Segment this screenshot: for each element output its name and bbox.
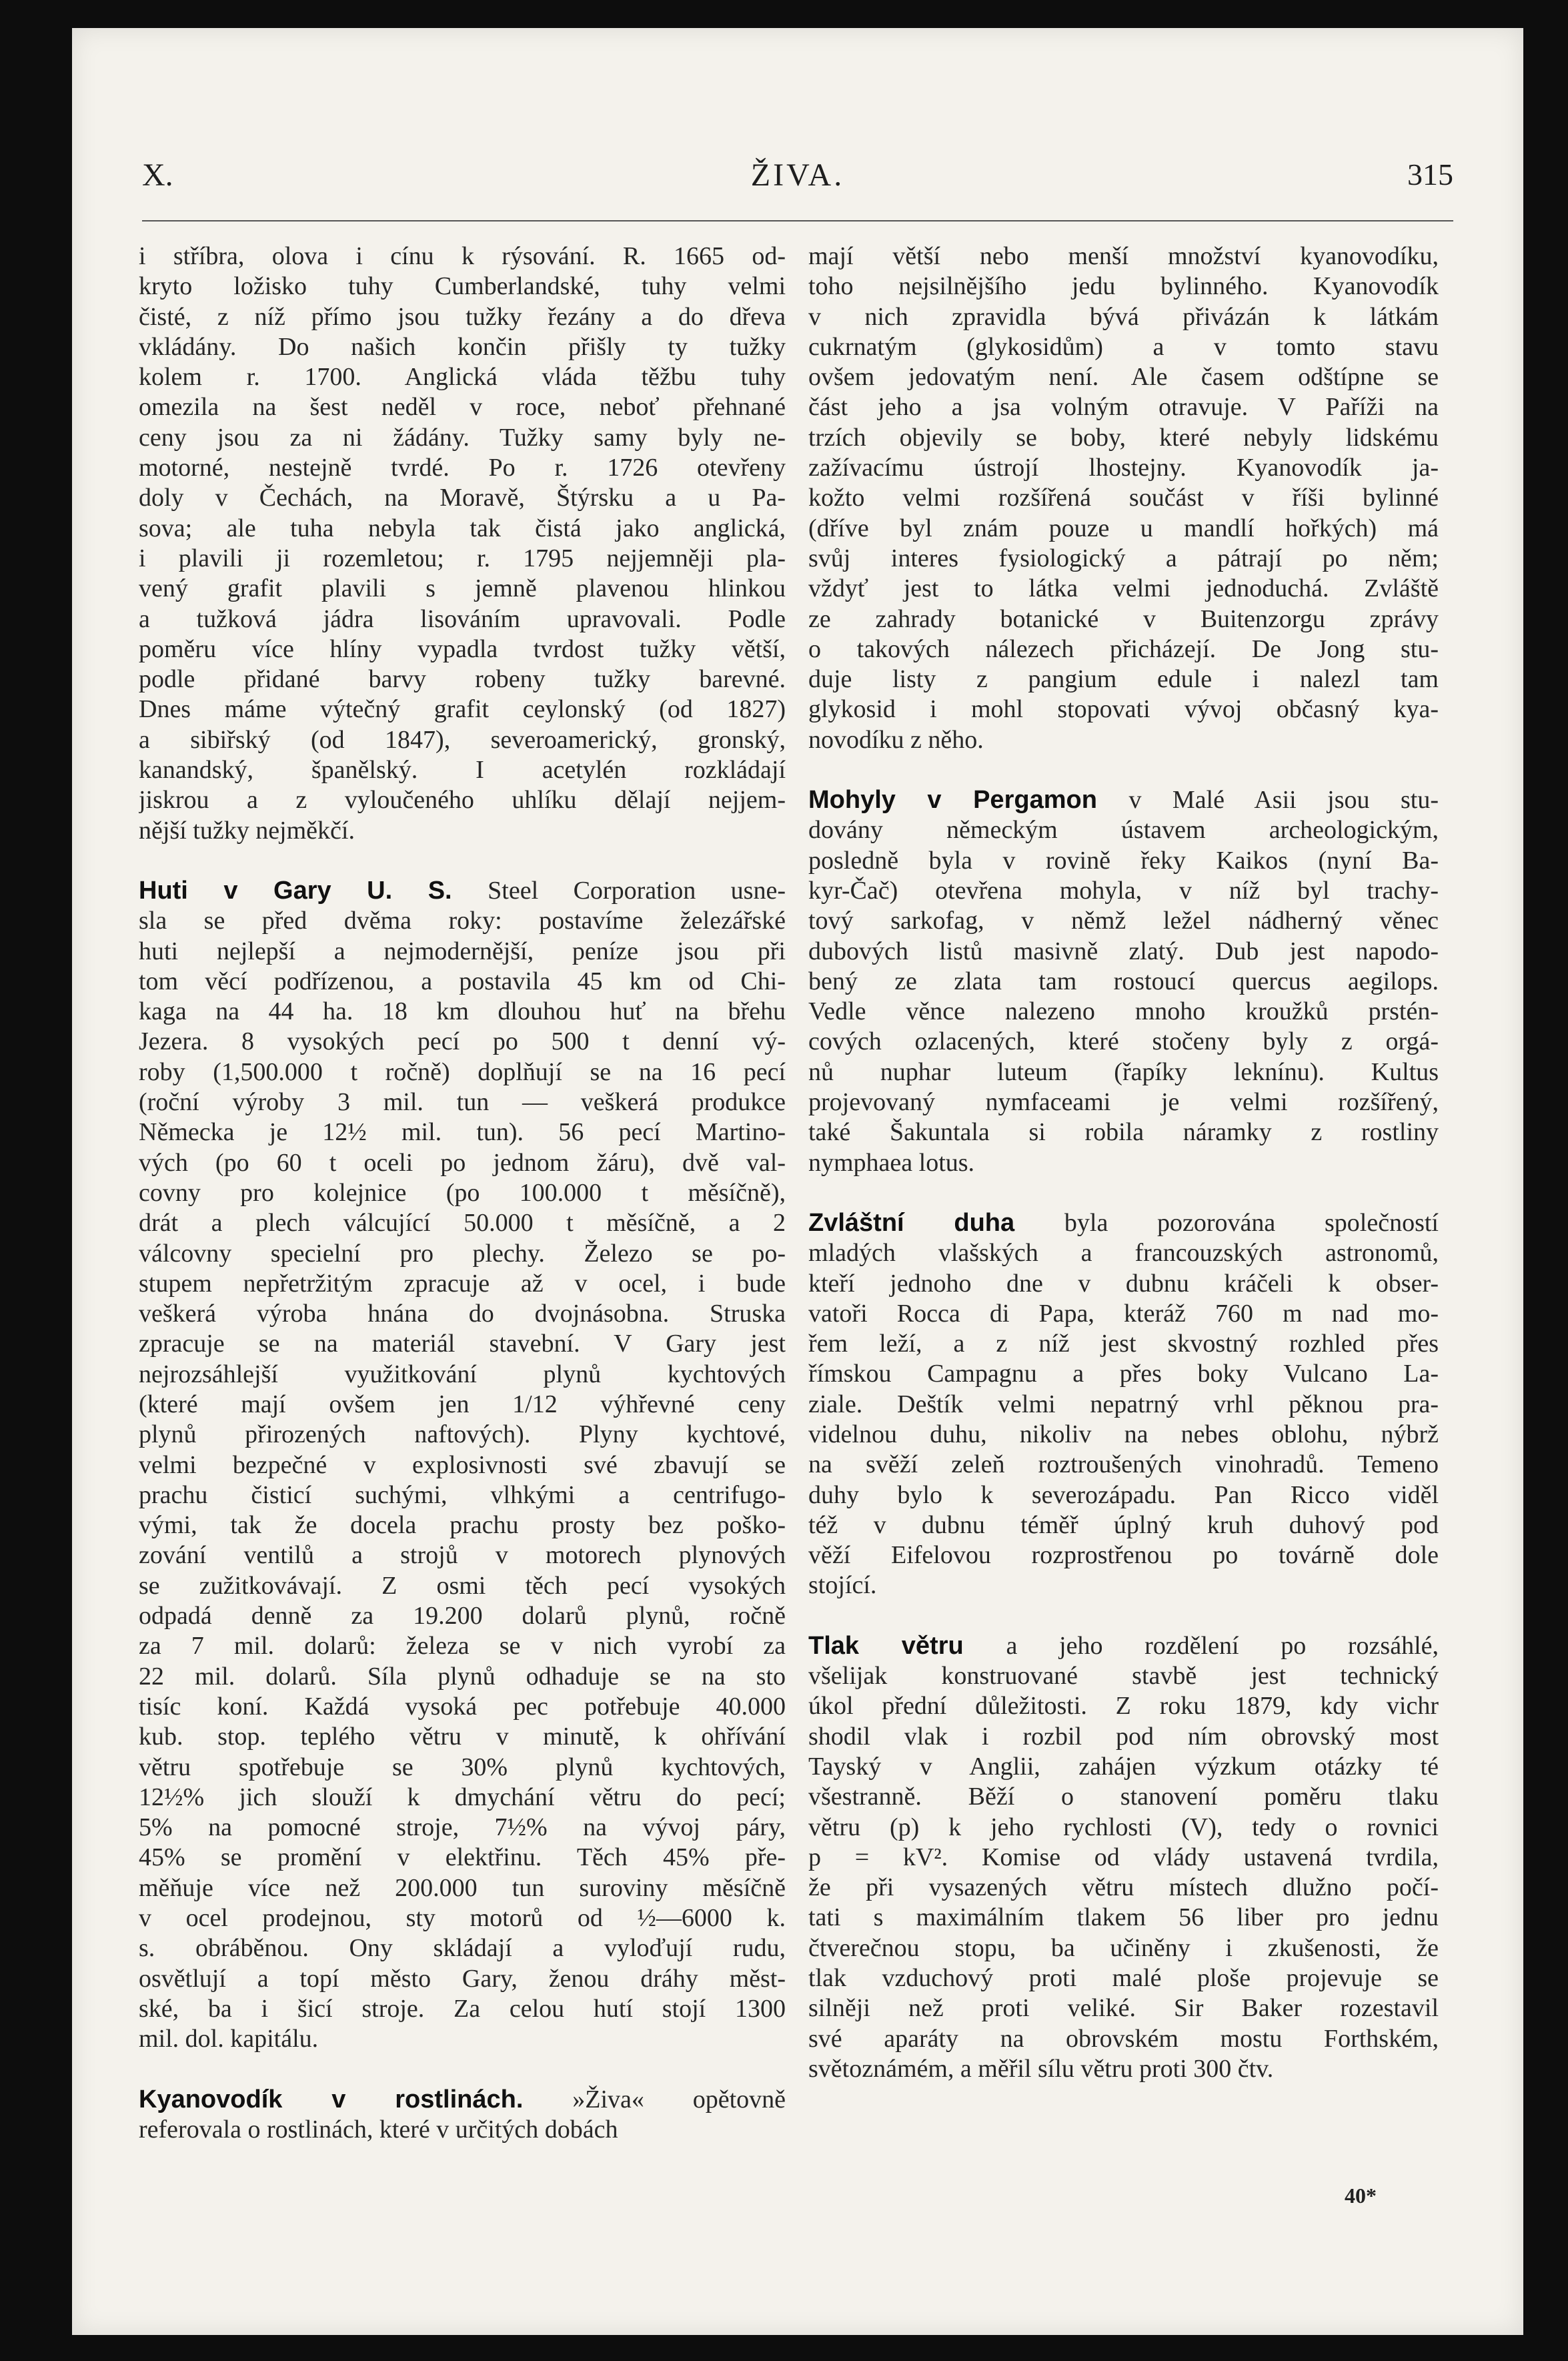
duha-article-line	[808, 1208, 1439, 1238]
mohyly-article-line	[808, 1087, 1439, 1117]
gary-article-line	[139, 1540, 786, 1570]
tlak-article-text: úkol přední důležitosti. Z roku 1879, kdy vichr	[808, 1692, 1439, 1721]
kyanovodik-continued-line	[808, 664, 1439, 694]
gary-article-line	[139, 937, 786, 967]
paragraph-gap	[808, 1601, 1439, 1631]
kyanovodik-continued-line	[808, 362, 1439, 392]
pencil-article-line	[139, 242, 786, 272]
mohyly-article-text: Vedle věnce nalezeno mnoho kroužků prstén-	[808, 997, 1439, 1026]
gary-article-text: drát a plech válcující 50.000 t měsíčně, a 2	[139, 1209, 786, 1238]
duha-article-line	[808, 1390, 1439, 1420]
duha-article-text: duhy bylo k severozápadu. Pan Ricco viděl	[808, 1480, 1439, 1509]
tlak-article-line	[808, 1993, 1439, 2023]
kyanovodik-article-line	[139, 2115, 786, 2145]
pencil-article-text: Dnes máme výtečný grafit ceylonský (od 1827)	[139, 695, 786, 724]
pencil-article-line	[139, 634, 786, 664]
mohyly-article-line	[808, 815, 1439, 845]
duha-article-line	[808, 1238, 1439, 1268]
tlak-article-line	[808, 1661, 1439, 1691]
kyanovodik-continued-line	[808, 634, 1439, 664]
duha-article-text: římskou Campagnu a přes boky Vulcano La-	[808, 1360, 1439, 1388]
gary-article-line	[139, 1329, 786, 1359]
kyanovodik-continued-text: zažívacímu ústrojí lhostejny. Kyanovodík ja-	[808, 454, 1439, 482]
kyanovodik-continued-line	[808, 694, 1439, 725]
duha-article-line	[808, 1329, 1439, 1359]
duha-article-line	[808, 1269, 1439, 1299]
mohyly-article-line	[808, 846, 1439, 876]
gary-article-line	[139, 1873, 786, 1903]
mohyly-article-text: kyr-Čač) otevřena mohyla, v níž byl trachy-	[808, 876, 1439, 905]
gary-article-line	[139, 1178, 786, 1208]
kyanovodik-continued-line	[808, 242, 1439, 272]
pencil-article-text: poměru více hlíny vypadla tvrdost tužky větší,	[139, 634, 786, 663]
duha-article-text: kteří jednoho dne v dubnu kráčeli k obser-	[808, 1269, 1439, 1298]
kyanovodik-continued-line	[808, 574, 1439, 604]
mohyly-article-line	[808, 1027, 1439, 1057]
gary-article-text: Jezera. 8 vysokých pecí po 500 t denní vý-	[139, 1027, 786, 1056]
pencil-article-line	[139, 816, 786, 846]
kyanovodik-continued-text: toho nejsilnějšího jedu bylinného. Kyanovodík	[808, 272, 1439, 301]
pencil-article-text: kolem r. 1700. Anglická vláda těžbu tuhy	[139, 363, 786, 392]
gary-article-line	[139, 1753, 786, 1783]
kyanovodik-continued-line	[808, 423, 1439, 453]
gary-article-line	[139, 1057, 786, 1087]
gary-article-line	[139, 1510, 786, 1540]
gary-article-line	[139, 1631, 786, 1661]
paragraph-gap	[139, 846, 786, 876]
duha-article-line	[808, 1510, 1439, 1540]
tlak-article-text: čtverečnou stopu, ba učiněny i zkušenosti, že	[808, 1933, 1439, 1962]
duha-article-text: mladých vlašských a francouzských astronomů,	[808, 1239, 1439, 1268]
pencil-article-line	[139, 514, 786, 544]
gary-article-text: mil. dol. kapitálu.	[139, 2025, 319, 2053]
mohyly-article-line	[808, 1148, 1439, 1178]
left-column	[139, 242, 786, 2145]
kyanovodik-continued-line	[808, 483, 1439, 513]
pencil-article-line	[139, 694, 786, 725]
tlak-article-line	[808, 1722, 1439, 1752]
gary-article-text: (které mají ovšem jen 1/12 výhřevné ceny	[139, 1390, 786, 1418]
kyanovodik-continued-text: mají větší nebo menší množství kyanovodíku,	[808, 242, 1439, 270]
tlak-article-line	[808, 1813, 1439, 1843]
mohyly-article-heading: Mohyly v Pergamon	[808, 786, 1129, 815]
pencil-article-line	[139, 453, 786, 483]
tlak-article-text: shodil vlak i rozbil pod ním obrovský most	[808, 1722, 1439, 1751]
gary-article-line	[139, 2024, 786, 2054]
kyanovodik-article-text: referovala o rostlinách, které v určitých dobách	[139, 2115, 618, 2144]
duha-article-line	[808, 1299, 1439, 1329]
mohyly-article-text: dubových listů masivně zlatý. Dub jest napodo-	[808, 937, 1439, 965]
tlak-article-line	[808, 2054, 1439, 2084]
duha-article-text: řem leží, a z níž jest skvostný rozhled přes	[808, 1330, 1439, 1358]
mohyly-article-line	[808, 1057, 1439, 1087]
gary-article-line	[139, 1239, 786, 1269]
kyanovodik-continued-line	[808, 302, 1439, 332]
kyanovodik-article-heading: Kyanovodík v rostlinách.	[139, 2085, 573, 2113]
volume-number: X.	[142, 157, 173, 193]
gary-article-text: Německa je 12½ mil. tun). 56 pecí Martino-	[139, 1118, 786, 1147]
duha-article-text: videlnou duhu, nikoliv na nebes oblohu, nýbrž	[808, 1420, 1439, 1448]
gary-article-text: 12½% jich slouží k dmychání větru do pecí;	[139, 1783, 786, 1811]
mohyly-article-line	[808, 937, 1439, 967]
pencil-article-text: a tužková jádra lisováním upravovali. Podle	[139, 604, 786, 633]
gary-article-text: zování ventilů a strojů v motorech plynových	[139, 1541, 786, 1570]
tlak-article-line	[808, 1963, 1439, 1993]
duha-article-line	[808, 1359, 1439, 1389]
gary-article-text: stupem nepřetržitým zpracuje až v ocel, i bude	[139, 1269, 786, 1298]
kyanovodik-continued-line	[808, 272, 1439, 302]
gary-article-text: kub. stop. teplého větru v minutě, k ohřívání	[139, 1723, 786, 1751]
tlak-article-line	[808, 2024, 1439, 2054]
gary-article-line	[139, 906, 786, 936]
mohyly-article-text: v Malé Asii jsou stu-	[1128, 786, 1439, 815]
pencil-article-text: i plavili ji rozemletou; r. 1795 nejjemněji pla-	[139, 544, 786, 572]
running-header	[142, 157, 1453, 197]
gary-article-line	[139, 1783, 786, 1813]
mohyly-article-text: projevovaný nymfaceami je velmi rozšířený,	[808, 1088, 1439, 1117]
pencil-article-text: sova; ale tuha nebyla tak čistá jako anglická,	[139, 514, 786, 542]
duha-article-text: věží Eifelovou rozprostřenou po továrně dole	[808, 1541, 1439, 1570]
gary-article-line	[139, 1148, 786, 1178]
kyanovodik-continued-text: svůj interes fysiologický a pátrají po něm;	[808, 544, 1439, 572]
pencil-article-text: vený grafit plavili s jemně plavenou hlinkou	[139, 574, 786, 603]
gary-article-line	[139, 1813, 786, 1843]
gary-article-text: zpracuje se na materiál stavební. V Gary jest	[139, 1330, 786, 1358]
pencil-article-text: nější tužky nejměkčí.	[139, 816, 355, 845]
gary-article-text: prachu čisticí suchými, vlhkými a centrifugo-	[139, 1480, 786, 1509]
gary-article-line	[139, 876, 786, 906]
pencil-article-line	[139, 664, 786, 694]
gary-article-text: ské, ba i šicí stroje. Za celou hutí stojí 1300	[139, 1994, 786, 2023]
kyanovodik-continued-text: novodíku z něho.	[808, 725, 984, 754]
pencil-article-line	[139, 785, 786, 815]
pencil-article-text: podle přidané barvy robeny tužky barevné.	[139, 665, 786, 694]
gary-article-text: vých (po 60 t oceli po jednom žáru), dvě val-	[139, 1148, 786, 1177]
gary-article-text: Steel Corporation usne-	[488, 876, 786, 905]
tlak-article-text: a jeho rozdělení po rozsáhlé,	[1006, 1631, 1439, 1660]
kyanovodik-continued-text: o takových nálezech přicházejí. De Jong stu-	[808, 634, 1439, 663]
pencil-article-text: motorné, nestejně tvrdé. Po r. 1726 otevřeny	[139, 454, 786, 482]
pencil-article-line	[139, 332, 786, 362]
gary-article-line	[139, 1722, 786, 1752]
mohyly-article-text: posledně byla v rovině řeky Kaikos (nyní Ba-	[808, 846, 1439, 875]
kyanovodik-continued-line	[808, 392, 1439, 422]
kyanovodik-continued-line	[808, 453, 1439, 483]
tlak-article-line	[808, 1691, 1439, 1721]
tlak-article-text: že při vysazených větru místech dlužno počí-	[808, 1873, 1439, 1902]
kyanovodik-continued-text: ze zahrady botanické v Buitenzorgu zprávy	[808, 604, 1439, 633]
pencil-article-line	[139, 725, 786, 755]
pencil-article-line	[139, 392, 786, 422]
tlak-article-text: větru (p) k jeho rychlosti (V), tedy o rovnici	[808, 1813, 1439, 1841]
mohyly-article-text: také Šakuntala si robila náramky z rostliny	[808, 1118, 1439, 1147]
gary-article-text: větru spotřebuje se 30% plynů kychtových,	[139, 1753, 786, 1781]
pencil-article-text: kanandský, španělský. I acetylén rozkládají	[139, 756, 786, 785]
gary-article-text: měňuje více než 200.000 tun suroviny měsíčně	[139, 1873, 786, 1902]
gary-article-line	[139, 1027, 786, 1057]
pencil-article-line	[139, 302, 786, 332]
duha-article-line	[808, 1570, 1439, 1600]
kyanovodik-continued-text: v nich zpravidla bývá přivázán k látkám	[808, 302, 1439, 331]
gary-article-line	[139, 967, 786, 997]
mohyly-article-text: nů nuphar luteum (řapíky leknínu). Kultus	[808, 1057, 1439, 1086]
pencil-article-text: ceny jsou za ni žádány. Tužky samy byly ne-	[139, 423, 786, 452]
pencil-article-text: jiskrou a z vyloučeného uhlíku dělají nejjem-	[139, 786, 786, 815]
gary-article-text: se zužitkovávají. Z osmi těch pecí vysokých	[139, 1571, 786, 1600]
gary-article-text: covny pro kolejnice (po 100.000 t měsíčně),	[139, 1178, 786, 1207]
pencil-article-text: vkládány. Do našich končin přišly ty tužky	[139, 332, 786, 361]
pencil-article-line	[139, 755, 786, 785]
gary-article-line	[139, 1450, 786, 1480]
pencil-article-line	[139, 544, 786, 574]
kyanovodik-continued-line	[808, 604, 1439, 634]
pencil-article-text: kryto ložisko tuhy Cumberlandské, tuhy velmi	[139, 272, 786, 301]
mohyly-article-text: nymphaea lotus.	[808, 1148, 975, 1177]
mohyly-article-line	[808, 876, 1439, 906]
tlak-article-text: Tayský v Anglii, zahájen výzkum otázky té	[808, 1752, 1439, 1781]
paragraph-gap	[139, 2055, 786, 2085]
gary-article-line	[139, 1601, 786, 1631]
gary-article-text: sla se před dvěma roky: postavíme železářské	[139, 907, 786, 935]
gary-article-text: velmi bezpečné v explosivnosti své zbavují se	[139, 1450, 786, 1479]
pencil-article-line	[139, 483, 786, 513]
header-rule	[142, 220, 1453, 221]
kyanovodik-article-line	[139, 2085, 786, 2115]
kyanovodik-continued-line	[808, 332, 1439, 362]
duha-article-line	[808, 1420, 1439, 1450]
gary-article-line	[139, 1662, 786, 1692]
mohyly-article-text: dovány německým ústavem archeologickým,	[808, 816, 1439, 845]
tlak-article-heading: Tlak větru	[808, 1631, 1006, 1660]
gary-article-text: vými, tak že docela prachu prosty bez poško-	[139, 1511, 786, 1540]
mohyly-article-line	[808, 1117, 1439, 1147]
gary-article-line	[139, 1994, 786, 2024]
pencil-article-text: a sibiřský (od 1847), severoamerický, gronský,	[139, 725, 786, 754]
gary-article-line	[139, 1964, 786, 1994]
gary-article-text: odpadá denně za 19.200 dolarů plynů, ročně	[139, 1602, 786, 1630]
pencil-article-line	[139, 604, 786, 634]
mohyly-article-text: tový sarkofag, v němž ležel nádherný věnec	[808, 907, 1439, 935]
gary-article-line	[139, 1903, 786, 1933]
gary-article-line	[139, 1299, 786, 1329]
gary-article-text: osvětlují a topí město Gary, ženou dráhy měst-	[139, 1964, 786, 1993]
duha-article-text: ziale. Deštík velmi nepatrný vrhl pěknou pra-	[808, 1390, 1439, 1418]
kyanovodik-continued-text: ovšem jedovatým není. Ale časem odštípne se	[808, 363, 1439, 392]
pencil-article-text: čisté, z níž přímo jsou tužky řezány a do dřeva	[139, 302, 786, 331]
gary-article-text: 22 mil. dolarů. Síla plynů odhaduje se na sto	[139, 1662, 786, 1691]
journal-page	[72, 28, 1523, 2335]
tlak-article-text: světoznámém, a měřil sílu větru proti 300 čtv.	[808, 2054, 1274, 2083]
pencil-article-text: i stříbra, olova i cínu k rýsování. R. 1665 od-	[139, 242, 786, 270]
kyanovodik-continued-text: trzích objevily se boby, které nebyly lidskému	[808, 423, 1439, 452]
gary-article-line	[139, 1087, 786, 1117]
tlak-article-line	[808, 1873, 1439, 1903]
kyanovodik-continued-text: glykosid i mohl stopovati vývoj občasný kya-	[808, 695, 1439, 724]
gary-article-line	[139, 1420, 786, 1450]
kyanovodik-continued-text: duje listy z pangium edule i nalezl tam	[808, 665, 1439, 694]
mohyly-article-line	[808, 906, 1439, 936]
right-column	[808, 242, 1439, 2084]
tlak-article-line	[808, 1782, 1439, 1812]
gary-article-text: s. obráběnou. Ony skládají a vyloďují rudu,	[139, 1934, 786, 1963]
tlak-article-text: všelijak konstruované stavbě jest technický	[808, 1662, 1439, 1691]
gary-article-line	[139, 1692, 786, 1722]
kyanovodik-continued-text: cukrnatým (glykosidům) a v tomto stavu	[808, 332, 1439, 361]
tlak-article-text: své aparáty na obrovském mostu Forthském,	[808, 2024, 1439, 2053]
mohyly-article-line	[808, 997, 1439, 1027]
kyanovodik-continued-text: kožto velmi rozšířená součást v říši bylinné	[808, 484, 1439, 512]
journal-title: ŽIVA.	[750, 157, 845, 193]
kyanovodik-continued-line	[808, 725, 1439, 755]
gary-article-text: válcovny specielní pro plechy. Železo se po-	[139, 1239, 786, 1268]
gary-article-text: tisíc koní. Každá vysoká pec potřebuje 40.000	[139, 1692, 786, 1721]
kyanovodik-continued-text: část jeho a jsa volným otravuje. V Paříži na	[808, 393, 1439, 422]
tlak-article-line	[808, 1752, 1439, 1782]
gary-article-text: nejrozsáhlejší využitkování plynů kychtových	[139, 1360, 786, 1388]
pencil-article-text: omezila na šest neděl v roce, neboť přehnané	[139, 393, 786, 422]
page-number: 315	[1407, 157, 1453, 191]
gary-article-text: tom věcí podřízenou, a postavila 45 km od Chi-	[139, 967, 786, 995]
gary-article-text: veškerá výroba hnána do dvojnásobna. Struska	[139, 1300, 786, 1328]
gary-article-line	[139, 1843, 786, 1873]
gary-article-line	[139, 1571, 786, 1601]
tlak-article-text: tlak vzduchový proti malé ploše projevuje se	[808, 1964, 1439, 1993]
paragraph-gap	[808, 755, 1439, 785]
duha-article-line	[808, 1480, 1439, 1510]
tlak-article-text: p = kV². Komise od vlády ustavená tvrdila,	[808, 1843, 1439, 1871]
duha-article-text: též v dubnu téměř úplný kruh duhový pod	[808, 1510, 1439, 1539]
gary-article-line	[139, 1390, 786, 1420]
gary-article-text: za 7 mil. dolarů: železa se v nich vyrobí za	[139, 1632, 786, 1661]
duha-article-text: stojící.	[808, 1571, 877, 1600]
pencil-article-text: doly v Čechách, na Moravě, Štýrsku a u Pa-	[139, 484, 786, 512]
mohyly-article-line	[808, 785, 1439, 815]
gary-article-line	[139, 1269, 786, 1299]
kyanovodik-article-text: »Živa« opětovně	[572, 2085, 786, 2113]
gary-article-heading: Huti v Gary U. S.	[139, 876, 488, 905]
gary-article-text: kaga na 44 ha. 18 km dlouhou huť na břehu	[139, 997, 786, 1026]
gary-article-text: v ocel prodejnou, sty motorů od ½—6000 k.	[139, 1904, 786, 1933]
gary-article-line	[139, 997, 786, 1027]
mohyly-article-text: cových ozlacených, které stočeny byly z orgá-	[808, 1027, 1439, 1056]
tlak-article-text: všestranně. Běží o stanovení poměru tlaku	[808, 1783, 1439, 1811]
mohyly-article-line	[808, 967, 1439, 997]
gary-article-text: roby (1,500.000 t ročně) doplňují se na 16 pecí	[139, 1057, 786, 1086]
kyanovodik-continued-line	[808, 514, 1439, 544]
gary-article-text: 5% na pomocné stroje, 7½% na vývoj páry,	[139, 1813, 786, 1842]
gary-article-text: huti nejlepší a nejmodernější, peníze jsou při	[139, 937, 786, 965]
kyanovodik-continued-text: vždyť jest to látka velmi jednoduchá. Zvláště	[808, 574, 1439, 603]
tlak-article-line	[808, 1933, 1439, 1963]
duha-article-text: vatoři Rocca di Papa, kteráž 760 m nad mo-	[808, 1299, 1439, 1328]
duha-article-text: byla pozorována společností	[1064, 1208, 1439, 1237]
duha-article-line	[808, 1540, 1439, 1570]
gary-article-text: plynů přirozených naftových). Plyny kychtové,	[139, 1420, 786, 1449]
gary-article-text: (roční výroby 3 mil. tun — veškerá produkce	[139, 1088, 786, 1117]
kyanovodik-continued-text: (dříve byl znám pouze u mandlí hořkých) má	[808, 514, 1439, 542]
duha-article-heading: Zvláštní duha	[808, 1208, 1064, 1237]
kyanovodik-continued-line	[808, 544, 1439, 574]
gary-article-line	[139, 1360, 786, 1390]
pencil-article-line	[139, 272, 786, 302]
mohyly-article-text: bený ze zlata tam rostoucí quercus aegilops.	[808, 967, 1439, 995]
tlak-article-line	[808, 1903, 1439, 1933]
gary-article-line	[139, 1117, 786, 1147]
gary-article-line	[139, 1480, 786, 1510]
tlak-article-line	[808, 1631, 1439, 1661]
duha-article-text: na svěží zeleň roztroušených vinohradů. Temeno	[808, 1450, 1439, 1479]
pencil-article-line	[139, 423, 786, 453]
tlak-article-text: tati s maximálním tlakem 56 liber pro jednu	[808, 1903, 1439, 1932]
pencil-article-line	[139, 362, 786, 392]
tlak-article-text: silněji než proti veliké. Sir Baker rozestavil	[808, 1994, 1439, 2023]
gary-article-line	[139, 1933, 786, 1963]
paragraph-gap	[808, 1178, 1439, 1208]
gary-article-line	[139, 1208, 786, 1238]
tlak-article-line	[808, 1843, 1439, 1873]
duha-article-line	[808, 1450, 1439, 1480]
signature-mark: 40*	[1345, 2184, 1377, 2208]
pencil-article-line	[139, 574, 786, 604]
gary-article-text: 45% se promění v elektřinu. Těch 45% pře-	[139, 1843, 786, 1872]
